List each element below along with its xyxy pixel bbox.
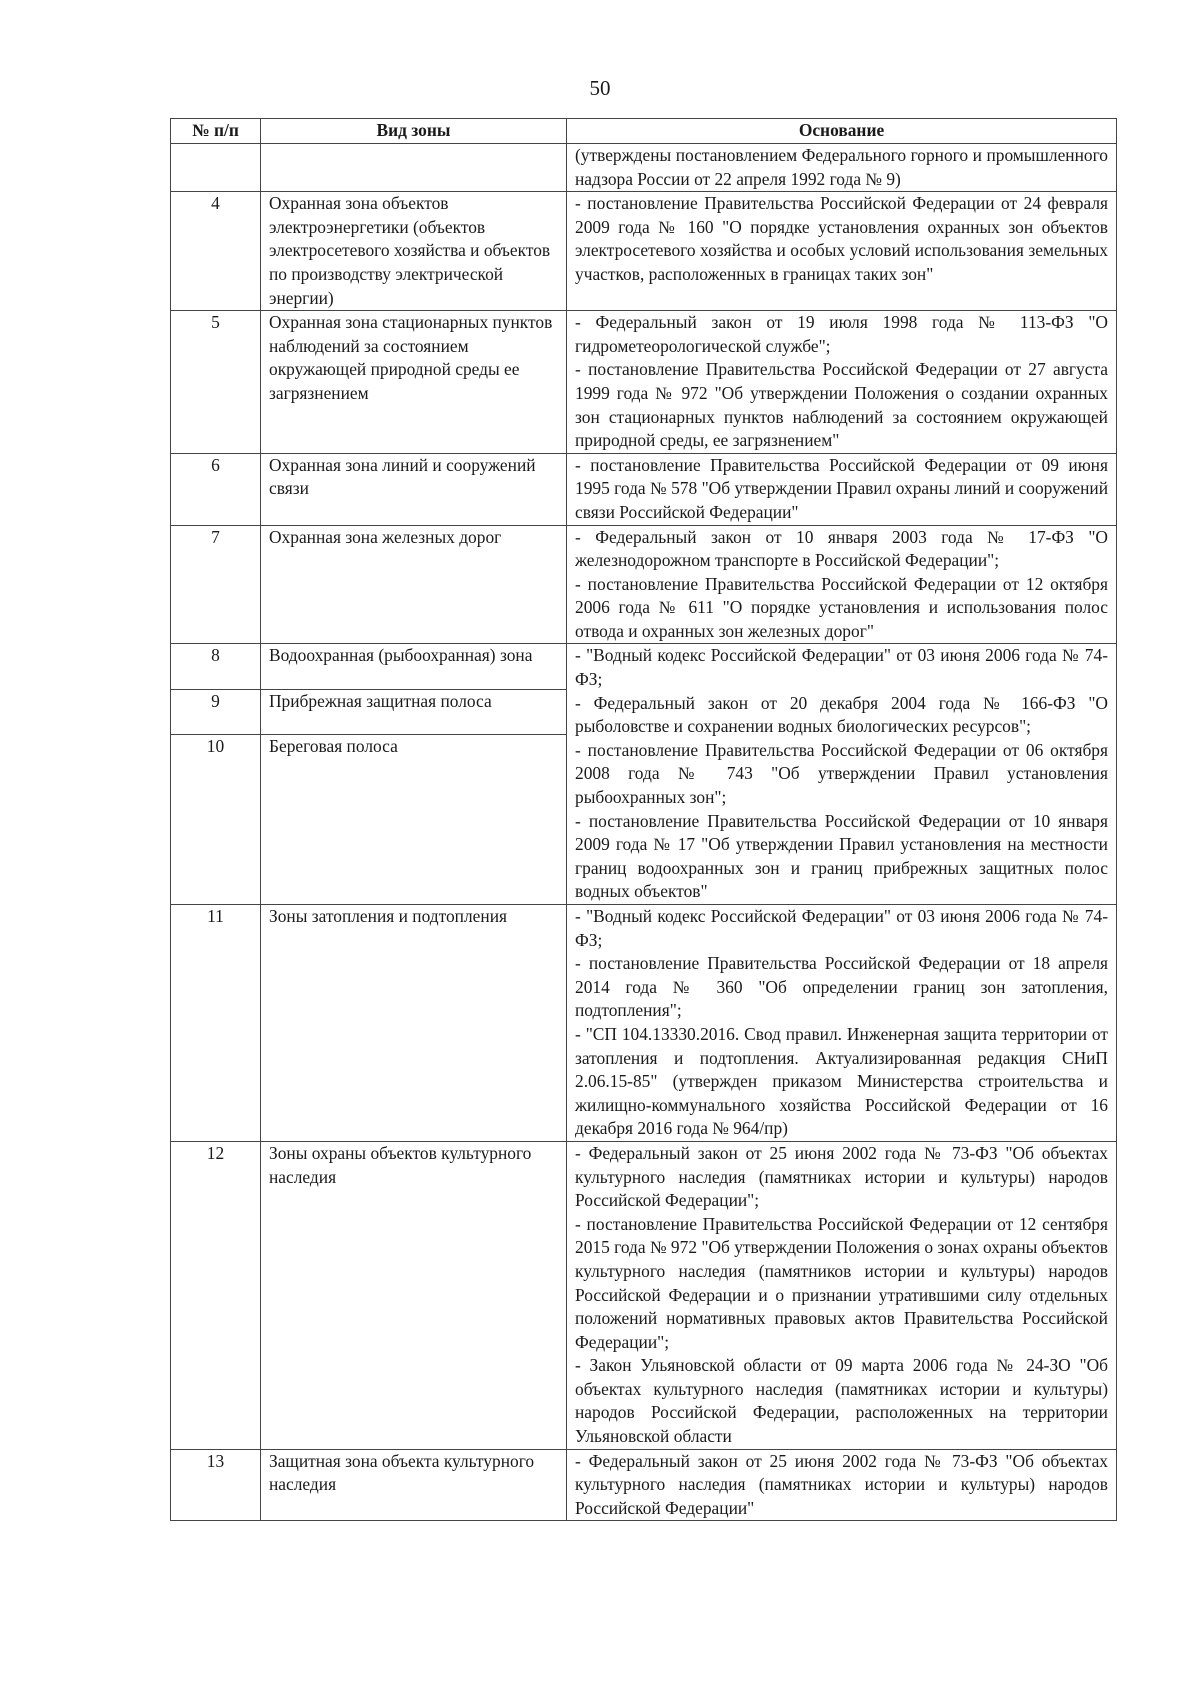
table-row: [171, 905, 1117, 1142]
row-num: [171, 144, 261, 192]
table-row: [171, 453, 1117, 525]
row-zone-type: Охранная зона линий и сооружений связи: [261, 453, 567, 525]
page-number: 50: [589, 76, 611, 100]
header-row: [171, 119, 1117, 144]
row-basis: [567, 525, 1117, 644]
table-row: [171, 1141, 1117, 1449]
row-basis: [567, 144, 1117, 192]
zones-table: [170, 118, 1117, 1521]
table-row: [171, 1449, 1117, 1521]
row-zone-type: Зоны охраны объектов культурного наследия: [261, 1141, 567, 1449]
basis-paragraph: - постановление Правительства Российской Федерации от 24 февраля 2009 года № 160 "О порядке установления охранных зон объектов электросетевого хозяйства и особых условий использования земельных участков, расположенных в границах таких зон": [575, 193, 1108, 284]
row-zone-type: Прибрежная защитная полоса: [261, 689, 567, 734]
basis-paragraph: - "СП 104.13330.2016. Свод правил. Инженерная защита территории от затопления и подтопления. Актуализированная редакция СНиП 2.06.15-85" (утвержден приказом Министерства строительства и жилищно-коммунального хозяйства Российской Федерации от 16 декабря 2016 года № 964/пр): [575, 1023, 1108, 1139]
basis-paragraph: - постановление Правительства Российской Федерации от 12 октября 2006 года № 611 "О порядке установления и использования полос отвода и охранных зон железных дорог": [575, 573, 1108, 641]
basis-paragraph: - постановление Правительства Российской Федерации от 10 января 2009 года № 17 "Об утверждении Правил установления на местности границ водоохранных зон и границ прибрежных защитных полос водных объектов": [575, 810, 1108, 902]
row-num: 13: [171, 1449, 261, 1521]
table-row: [171, 192, 1117, 311]
row-zone-type: Защитная зона объекта культурного наследия: [261, 1449, 567, 1521]
basis-paragraph: - постановление Правительства Российской Федерации от 06 октября 2008 года № 743 "Об утверждении Правил установления рыбоохранных зон";: [575, 739, 1108, 808]
row-zone-type: Охранная зона стационарных пунктов наблюдений за состоянием окружающей природной среды ее загрязнением: [261, 311, 567, 454]
row-zone-type: Зоны затопления и подтопления: [261, 905, 567, 1142]
row-zone-type: [261, 144, 567, 192]
row-num: 9: [171, 689, 261, 734]
row-zone-type: Охранная зона объектов электроэнергетики (объектов электросетевого хозяйства и объектов по производству электрической энергии): [261, 192, 567, 311]
basis-paragraph: - постановление Правительства Российской Федерации от 12 сентября 2015 года № 972 "Об утверждении Положения о зонах охраны объектов культурного наследия (памятников истории и культуры) народов Российской Федерации и о признании утратившими силу отдельных положений нормативных правовых актов Правительства Российской Федерации";: [575, 1213, 1108, 1352]
basis-paragraph: - постановление Правительства Российской Федерации от 09 июня 1995 года № 578 "Об утверждении Правил охраны линий и сооружений связи Российской Федерации": [575, 454, 1108, 522]
row-basis: [567, 192, 1117, 311]
row-basis: [567, 311, 1117, 454]
table-row: [171, 525, 1117, 644]
header-zone-type: Вид зоны: [261, 119, 567, 144]
basis-paragraph: - "Водный кодекс Российской Федерации" от 03 июня 2006 года № 74-ФЗ;: [575, 645, 1108, 690]
table-row-continuation: [171, 144, 1117, 192]
row-num: 4: [171, 192, 261, 311]
header-num: № п/п: [171, 119, 261, 144]
table-row: [171, 644, 1117, 689]
row-num: 11: [171, 905, 261, 1142]
row-zone-type: Охранная зона железных дорог: [261, 525, 567, 644]
row-basis: [567, 905, 1117, 1142]
row-num: 10: [171, 735, 261, 905]
basis-paragraph: (утверждены постановлением Федерального горного и промышленного надзора России от 22 апреля 1992 года № 9): [575, 145, 1108, 189]
row-num: 12: [171, 1141, 261, 1449]
row-zone-type: Водоохранная (рыбоохранная) зона: [261, 644, 567, 689]
row-basis: [567, 1141, 1117, 1449]
basis-paragraph: - Федеральный закон от 19 июля 1998 года № 113-ФЗ "О гидрометеорологической службе";: [575, 312, 1108, 356]
row-num: 8: [171, 644, 261, 689]
row-basis: [567, 453, 1117, 525]
basis-paragraph: - постановление Правительства Российской Федерации от 27 августа 1999 года № 972 "Об утверждении Положения о создании охранных зон стационарных пунктов наблюдений за состоянием окружающей природной среды, ее загрязнением": [575, 359, 1108, 451]
basis-paragraph: - Закон Ульяновской области от 09 марта 2006 года № 24-ЗО "Об объектах культурного наследия (памятниках истории и культуры) народов Российской Федерации, расположенных на территории Ульяновской области: [575, 1355, 1108, 1447]
row-basis: [567, 1449, 1117, 1521]
basis-paragraph: - Федеральный закон от 10 января 2003 года № 17-ФЗ "О железнодорожном транспорте в Российской Федерации";: [575, 526, 1108, 571]
basis-paragraph: - Федеральный закон от 20 декабря 2004 года № 166-ФЗ "О рыболовстве и сохранении водных биологических ресурсов";: [575, 692, 1108, 737]
basis-paragraph: - Федеральный закон от 25 июня 2002 года № 73-ФЗ "Об объектах культурного наследия (памятниках истории и культуры) народов Российской Федерации";: [575, 1142, 1108, 1211]
row-num: 6: [171, 453, 261, 525]
row-num: 7: [171, 525, 261, 644]
basis-paragraph: - "Водный кодекс Российской Федерации" от 03 июня 2006 года № 74-ФЗ;: [575, 906, 1108, 950]
row-zone-type: Береговая полоса: [261, 735, 567, 905]
table-row: [171, 311, 1117, 454]
basis-paragraph: - Федеральный закон от 25 июня 2002 года № 73-ФЗ "Об объектах культурного наследия (памятниках истории и культуры) народов Российской Федерации": [575, 1450, 1108, 1518]
basis-paragraph: - постановление Правительства Российской Федерации от 18 апреля 2014 года № 360 "Об определении границ зон затопления, подтопления";: [575, 953, 1108, 1021]
row-basis-merged: [567, 644, 1117, 905]
header-basis: Основание: [567, 119, 1117, 144]
row-num: 5: [171, 311, 261, 454]
